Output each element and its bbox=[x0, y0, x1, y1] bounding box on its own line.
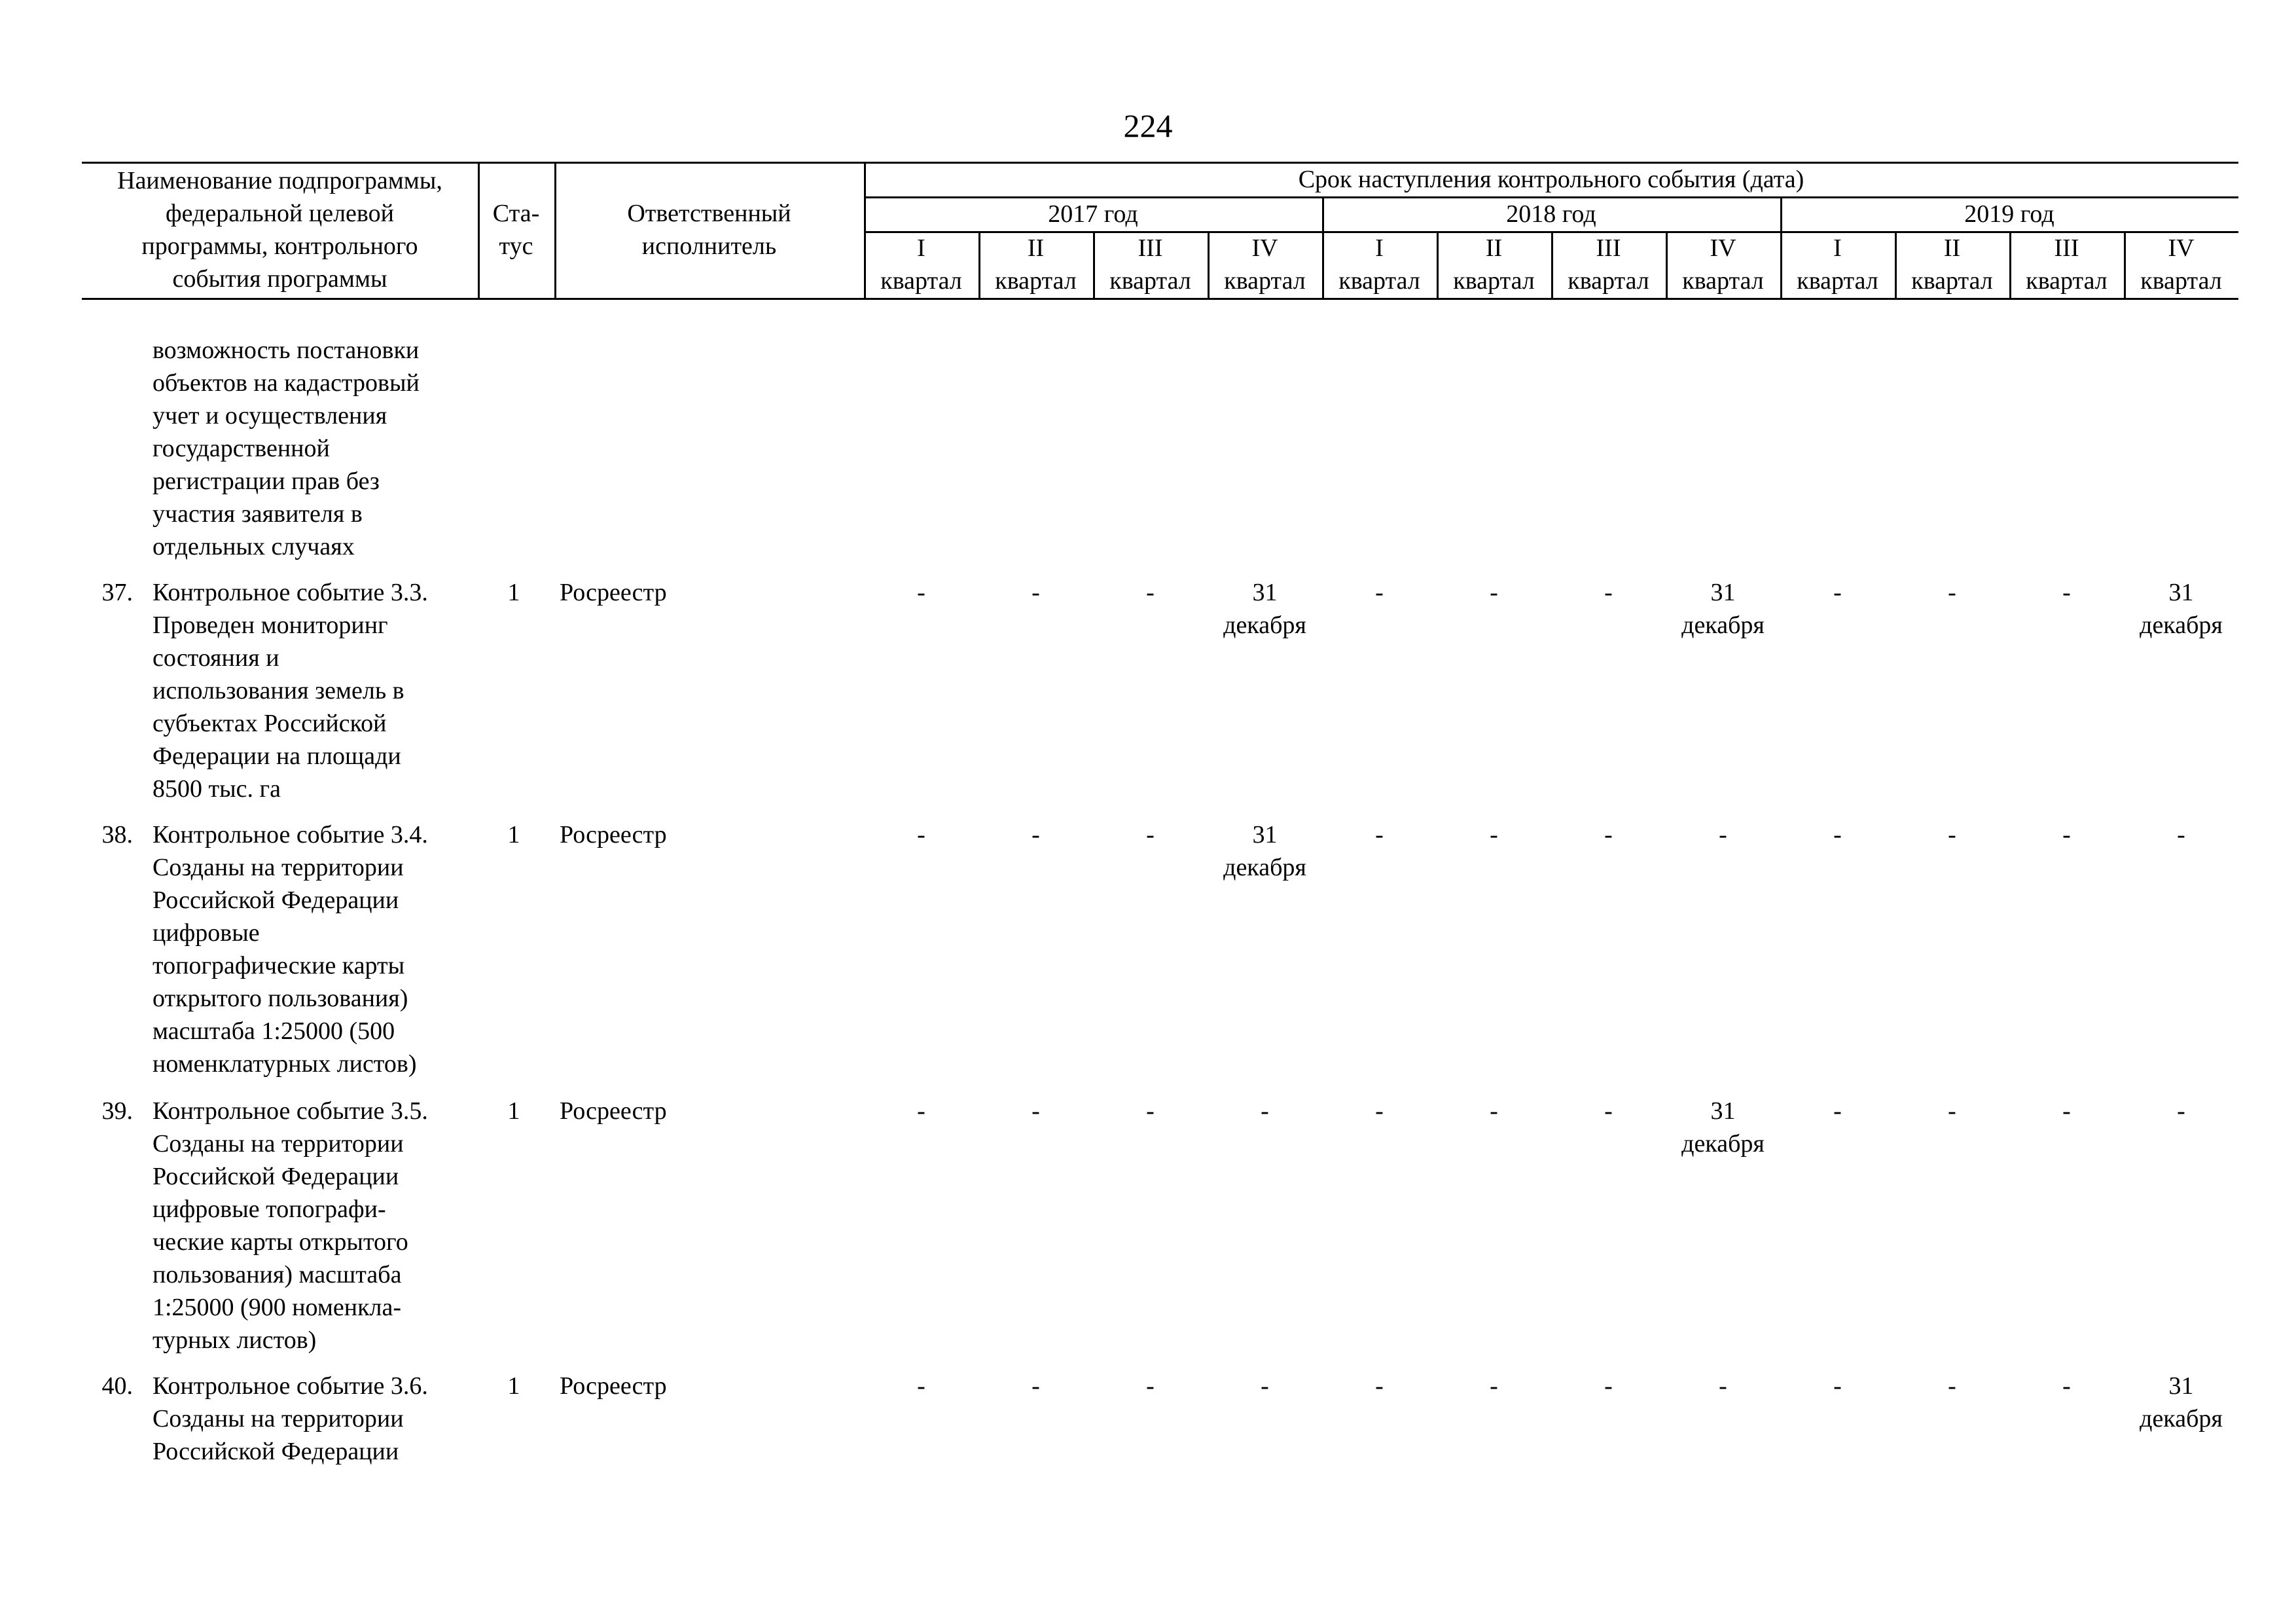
quarter-value-10: - bbox=[1948, 1097, 1956, 1125]
quarter-value-6: - bbox=[1490, 1097, 1498, 1125]
quarter-header-9 bbox=[1780, 231, 1895, 298]
quarter-value-9: - bbox=[1833, 1372, 1842, 1400]
quarter-word: квартал bbox=[1224, 267, 1306, 295]
status-column-header bbox=[478, 162, 554, 298]
quarter-value-12: 31 декабря bbox=[2140, 579, 2223, 639]
quarter-value-6: - bbox=[1490, 579, 1498, 606]
quarter-value-8: - bbox=[1719, 1372, 1727, 1400]
quarter-value-1: - bbox=[917, 1372, 925, 1400]
quarter-word: квартал bbox=[1453, 267, 1535, 295]
deadline-group-header bbox=[864, 162, 2238, 196]
quarter-header-12 bbox=[2124, 231, 2238, 298]
table-row bbox=[0, 818, 2296, 1078]
quarter-value-5: - bbox=[1375, 1372, 1384, 1400]
executor-column-header-text: Ответственный исполнитель bbox=[627, 200, 791, 260]
quarter-word: квартал bbox=[1568, 267, 1649, 295]
quarter-numeral: II bbox=[1027, 234, 1045, 262]
quarter-value-5: - bbox=[1375, 821, 1384, 848]
quarter-numeral: III bbox=[2054, 234, 2079, 262]
quarter-value-2: - bbox=[1031, 1097, 1040, 1125]
status-value: 1 bbox=[507, 1097, 520, 1125]
quarter-value-9: - bbox=[1833, 821, 1842, 848]
name-column-header-text: Наименование подпрограммы, федеральной целевой программы, контрольного события программы bbox=[117, 167, 442, 293]
quarter-numeral: II bbox=[1485, 234, 1503, 262]
year-header-3-text: 2019 год bbox=[1964, 200, 2054, 228]
quarter-header-8 bbox=[1666, 231, 1780, 298]
quarter-value-8: - bbox=[1719, 821, 1727, 848]
table-row bbox=[0, 576, 2296, 803]
quarter-value-3: - bbox=[1146, 821, 1155, 848]
year-header-2-text: 2018 год bbox=[1506, 200, 1596, 228]
status-column-header-text: Ста- тус bbox=[492, 200, 540, 260]
row-number: 40. bbox=[101, 1372, 133, 1400]
quarter-value-12: - bbox=[2177, 1097, 2185, 1125]
quarter-header-7 bbox=[1551, 231, 1666, 298]
quarter-value-1: - bbox=[917, 821, 925, 848]
quarter-value-11: - bbox=[2062, 1097, 2071, 1125]
quarter-value-7: - bbox=[1604, 1097, 1613, 1125]
name-column-header bbox=[82, 162, 478, 298]
quarter-word: квартал bbox=[1911, 267, 1993, 295]
status-value: 1 bbox=[507, 1372, 520, 1400]
quarter-value-4: 31 декабря bbox=[1223, 579, 1306, 639]
quarter-numeral: I bbox=[1375, 234, 1384, 262]
row-number: 38. bbox=[101, 821, 133, 848]
quarter-numeral: III bbox=[1596, 234, 1621, 262]
quarter-value-1: - bbox=[917, 579, 925, 606]
quarter-header-1 bbox=[864, 231, 978, 298]
quarter-header-2 bbox=[978, 231, 1093, 298]
quarter-value-8: 31 декабря bbox=[1681, 1097, 1765, 1158]
quarter-value-7: - bbox=[1604, 579, 1613, 606]
quarter-value-3: - bbox=[1146, 579, 1155, 606]
quarter-value-7: - bbox=[1604, 821, 1613, 848]
table-row bbox=[0, 1370, 2296, 1465]
quarter-word: квартал bbox=[1682, 267, 1764, 295]
year-header-3 bbox=[1780, 196, 2238, 231]
quarter-numeral: IV bbox=[1710, 234, 1736, 262]
quarter-value-12: - bbox=[2177, 821, 2185, 848]
year-header-1-text: 2017 год bbox=[1048, 200, 1138, 228]
continuation-text: возможность постановки объектов на кадастровый учет и осуществления государственной регистрации прав без участия заявителя в отдельных случаях bbox=[152, 337, 420, 560]
quarter-value-2: - bbox=[1031, 579, 1040, 606]
quarter-numeral: IV bbox=[1251, 234, 1278, 262]
table-row bbox=[0, 1095, 2296, 1354]
quarter-value-8: 31 декабря bbox=[1681, 579, 1765, 639]
quarter-header-11 bbox=[2009, 231, 2124, 298]
row-number: 39. bbox=[101, 1097, 133, 1125]
quarter-value-2: - bbox=[1031, 821, 1040, 848]
quarter-value-11: - bbox=[2062, 579, 2071, 606]
executor-value: Росреестр bbox=[560, 821, 667, 848]
status-value: 1 bbox=[507, 579, 520, 606]
quarter-numeral: IV bbox=[2168, 234, 2195, 262]
quarter-value-7: - bbox=[1604, 1372, 1613, 1400]
header-bottom-rule bbox=[82, 298, 2238, 300]
quarter-value-9: - bbox=[1833, 579, 1842, 606]
quarter-value-9: - bbox=[1833, 1097, 1842, 1125]
row-number: 37. bbox=[101, 579, 133, 606]
event-name: Контрольное событие 3.6. Созданы на территории Российской Федерации bbox=[152, 1372, 428, 1465]
quarter-word: квартал bbox=[1109, 267, 1191, 295]
quarter-value-1: - bbox=[917, 1097, 925, 1125]
quarter-word: квартал bbox=[2140, 267, 2222, 295]
quarter-numeral: II bbox=[1943, 234, 1961, 262]
quarter-value-10: - bbox=[1948, 821, 1956, 848]
quarter-header-10 bbox=[1895, 231, 2009, 298]
status-value: 1 bbox=[507, 821, 520, 848]
quarter-value-5: - bbox=[1375, 1097, 1384, 1125]
executor-value: Росреестр bbox=[560, 579, 667, 606]
quarter-value-11: - bbox=[2062, 821, 2071, 848]
event-name: Контрольное событие 3.5. Созданы на территории Российской Федерации цифровые топографи- ческие карты открытого пользования) масштаба 1:25000 (900 номенкла- турных листов) bbox=[152, 1097, 428, 1354]
quarter-value-4: - bbox=[1261, 1372, 1269, 1400]
quarter-word: квартал bbox=[1338, 267, 1420, 295]
quarter-value-5: - bbox=[1375, 579, 1384, 606]
quarter-value-3: - bbox=[1146, 1097, 1155, 1125]
quarter-value-10: - bbox=[1948, 1372, 1956, 1400]
quarter-value-3: - bbox=[1146, 1372, 1155, 1400]
page-number: 224 bbox=[1123, 107, 1173, 144]
quarter-value-2: - bbox=[1031, 1372, 1040, 1400]
quarter-word: квартал bbox=[2026, 267, 2108, 295]
executor-value: Росреестр bbox=[560, 1372, 667, 1400]
quarter-value-12: 31 декабря bbox=[2140, 1372, 2223, 1432]
event-name: Контрольное событие 3.3. Проведен мониторинг состояния и использования земель в субъектах Российской Федерации на площади 8500 тыс. га bbox=[152, 579, 428, 803]
executor-value: Росреестр bbox=[560, 1097, 667, 1125]
quarter-numeral: III bbox=[1138, 234, 1163, 262]
quarter-word: квартал bbox=[995, 267, 1077, 295]
year-header-1 bbox=[864, 196, 1322, 231]
quarter-value-11: - bbox=[2062, 1372, 2071, 1400]
quarter-word: квартал bbox=[1797, 267, 1878, 295]
executor-column-header bbox=[554, 162, 864, 298]
quarter-value-10: - bbox=[1948, 579, 1956, 606]
quarter-numeral: I bbox=[917, 234, 925, 262]
quarter-header-5 bbox=[1322, 231, 1437, 298]
quarter-value-6: - bbox=[1490, 1372, 1498, 1400]
quarter-header-3 bbox=[1093, 231, 1208, 298]
deadline-group-header-text: Срок наступления контрольного события (дата) bbox=[1298, 165, 1804, 193]
quarter-value-4: - bbox=[1261, 1097, 1269, 1125]
quarter-header-6 bbox=[1437, 231, 1551, 298]
event-name: Контрольное событие 3.4. Созданы на территории Российской Федерации цифровые топографические карты открытого пользования) масштаба 1:25000 (500 номенклатурных листов) bbox=[152, 821, 428, 1078]
quarter-numeral: I bbox=[1833, 234, 1842, 262]
quarter-value-4: 31 декабря bbox=[1223, 821, 1306, 881]
quarter-value-6: - bbox=[1490, 821, 1498, 848]
year-header-2 bbox=[1322, 196, 1780, 231]
quarter-word: квартал bbox=[880, 267, 962, 295]
quarter-header-4 bbox=[1208, 231, 1322, 298]
